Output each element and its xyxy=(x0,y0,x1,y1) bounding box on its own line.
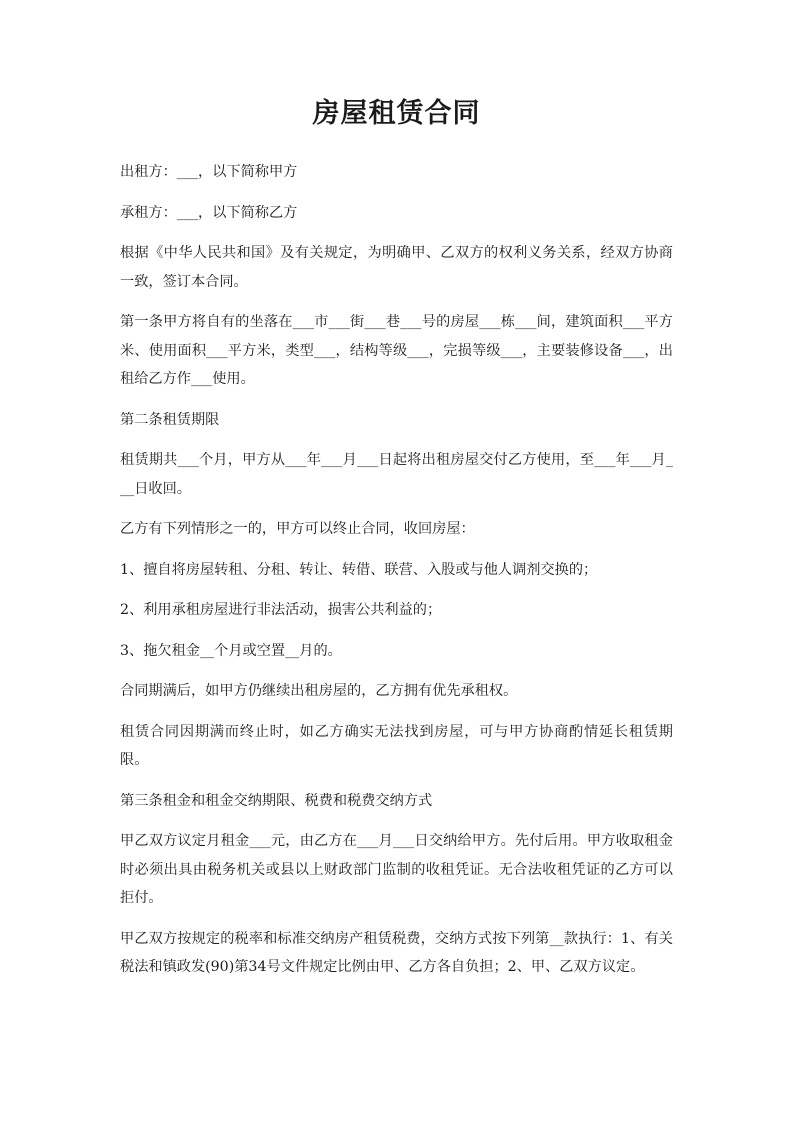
paragraph-lessee: 承租方：___，以下简称乙方 xyxy=(120,204,298,221)
heading-article-3: 第三条租金和租金交纳期限、税费和税费交纳方式 xyxy=(120,792,433,809)
paragraph-lease-term: 租赁期共___个月，甲方从___年___月___日起将出租房屋交付乙方使用，至___年___月___日收回。 xyxy=(120,452,673,497)
paragraph-article-1: 第一条甲方将自有的坐落在___市___街___巷___号的房屋___栋___间，建筑面积___平方米、使用面积___平方米，类型___，结构等级___，完损等级___，主要装修设备___，出租给乙方作___使用。 xyxy=(120,314,673,387)
paragraph-extension: 租赁合同因期满而终止时，如乙方确实无法找到房屋，可与甲方协商酌情延长租赁期限。 xyxy=(120,723,673,768)
document-title: 房屋租赁合同 xyxy=(312,98,481,129)
list-item-condition-1: 1、擅自将房屋转租、分租、转让、转借、联营、入股或与他人调剂交换的； xyxy=(120,561,598,578)
list-item-condition-3: 3、拖欠租金__个月或空置__月的。 xyxy=(120,642,342,659)
paragraph-preamble: 根据《中华人民共和国》及有关规定，为明确甲、乙双方的权利义务关系，经双方协商一致，签订本合同。 xyxy=(120,245,673,290)
list-item-condition-2: 2、利用承租房屋进行非法活动，损害公共利益的； xyxy=(120,602,442,618)
paragraph-priority-right: 合同期满后，如甲方仍继续出租房屋的，乙方拥有优先承租权。 xyxy=(120,683,518,699)
paragraph-lessor: 出租方：___，以下简称甲方 xyxy=(120,164,298,180)
paragraph-rent-payment: 甲乙双方议定月租金___元，由乙方在___月___日交纳给甲方。先付后用。甲方收取租金时必须出具由税务机关或县以上财政部门监制的收租凭证。无合法收租凭证的乙方可以拒付。 xyxy=(120,833,673,906)
document-body xyxy=(120,158,673,994)
heading-article-2: 第二条租赁期限 xyxy=(120,411,220,428)
paragraph-taxes: 甲乙双方按规定的税率和标准交纳房产租赁税费，交纳方式按下列第__款执行：1、有关税法和镇政发(90)第34号文件规定比例由甲、乙方各自负担；2、甲、乙双方议定。 xyxy=(120,930,673,975)
paragraph-termination-conditions: 乙方有下列情形之一的，甲方可以终止合同，收回房屋： xyxy=(120,521,475,537)
